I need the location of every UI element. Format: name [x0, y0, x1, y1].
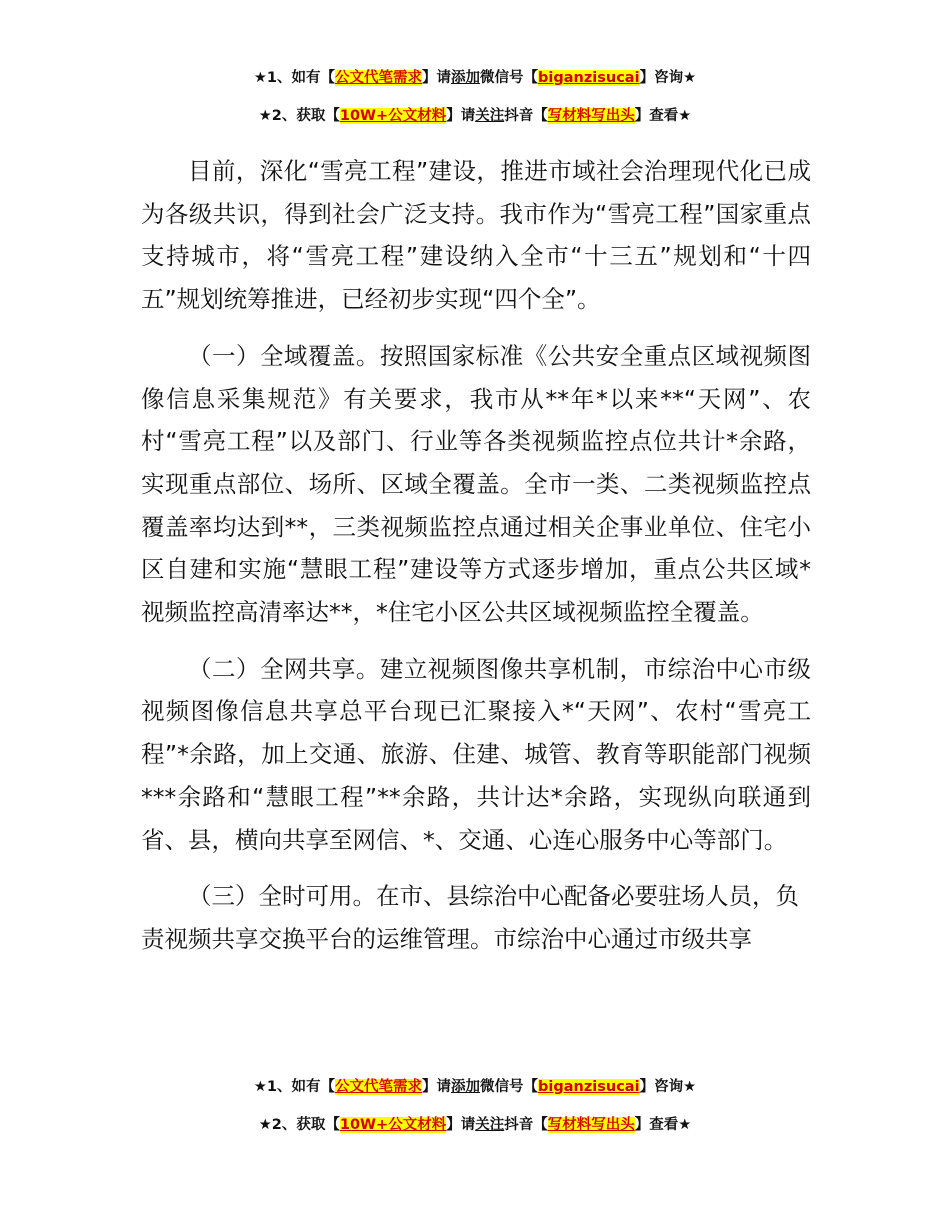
paragraph-intro: 目前，深化“雪亮工程”建设，推进市域社会治理现代化已成为各级共识，得到社会广泛支持。我市作为“雪亮工程”国家重点支持城市，将“雪亮工程”建设纳入全市“十三五”规划和“十四五”规划统筹推进，已经初步实现“四个全”。 — [141, 157, 811, 314]
banner-text: 】请 — [422, 1079, 452, 1095]
star-icon: ★ — [678, 108, 692, 124]
douyin-account-highlight: 写材料写出头 — [547, 1117, 635, 1133]
star-icon: ★ — [258, 108, 272, 124]
banner-text: 微信号【 — [480, 70, 539, 86]
banner-text: 】请 — [446, 108, 476, 124]
materials-highlight: 10W+公文材料 — [339, 1117, 447, 1133]
wechat-id-highlight: biganzisucai — [538, 70, 640, 86]
paragraph-full-time-availability: （三）全时可用。在市、县综治中心配备必要驻场人员，负责视频共享交换平台的运维管理。市综治中心通过市级共享 — [141, 882, 799, 953]
banner-text: 】咨询 — [639, 70, 684, 86]
service-highlight: 公文代笔需求 — [335, 70, 423, 86]
douyin-account-highlight: 写材料写出头 — [547, 108, 635, 124]
document-body — [141, 150, 811, 975]
wechat-id-highlight: biganzisucai — [538, 1079, 640, 1095]
top-banner-line-1 — [0, 68, 950, 88]
star-icon: ★ — [678, 1117, 692, 1133]
paragraph-full-coverage: （一）全域覆盖。按照国家标准《公共安全重点区域视频图像信息采集规范》有关要求，我市从**年*以来**“天网”、农村“雪亮工程”以及部门、行业等各类视频监控点位共计*余路，实现重点部位、场所、区域全覆盖。全市一类、二类视频监控点覆盖率均达到**，三类视频监控点通过相关企事业单位、住宅小区自建和实施“慧眼工程”建设等方式逐步增加，重点公共区域*视频监控高清率达**，*住宅小区公共区域视频监控全覆盖。 — [141, 341, 811, 627]
paragraph-full-network-sharing: （二）全网共享。建立视频图像共享机制，市综治中心市级视频图像信息共享总平台现已汇聚接入*“天网”、农村“雪亮工程”*余路，加上交通、旅游、住建、城管、教育等职能部门视频***余路和“慧眼工程”**余路，共计达*余路，实现纵向联通到省、县，横向共享至网信、*、交通、心连心服务中心等部门。 — [141, 654, 811, 854]
banner-text: 1、如有【 — [266, 1079, 336, 1095]
star-icon: ★ — [683, 1079, 697, 1095]
star-icon: ★ — [253, 70, 267, 86]
bottom-banner-line-1 — [0, 1077, 950, 1097]
star-icon: ★ — [683, 70, 697, 86]
banner-text: 】请 — [446, 1117, 476, 1133]
banner-text: 抖音【 — [504, 1117, 548, 1133]
banner-text: 】查看 — [634, 108, 679, 124]
banner-text: 】查看 — [634, 1117, 679, 1133]
star-icon: ★ — [253, 1079, 267, 1095]
banner-text: 1、如有【 — [266, 70, 336, 86]
action-underline: 关注 — [475, 1117, 505, 1133]
top-banner-line-2 — [0, 106, 950, 126]
bottom-banner-line-2 — [0, 1115, 950, 1135]
banner-text: 2、获取【 — [271, 108, 340, 124]
banner-text: 2、获取【 — [271, 1117, 340, 1133]
action-underline: 添加 — [451, 1079, 481, 1095]
action-underline: 关注 — [475, 108, 505, 124]
service-highlight: 公文代笔需求 — [335, 1079, 423, 1095]
banner-text: 】咨询 — [639, 1079, 684, 1095]
action-underline: 添加 — [451, 70, 481, 86]
banner-text: 】请 — [422, 70, 452, 86]
star-icon: ★ — [258, 1117, 272, 1133]
banner-text: 抖音【 — [504, 108, 548, 124]
banner-text: 微信号【 — [480, 1079, 539, 1095]
materials-highlight: 10W+公文材料 — [339, 108, 447, 124]
